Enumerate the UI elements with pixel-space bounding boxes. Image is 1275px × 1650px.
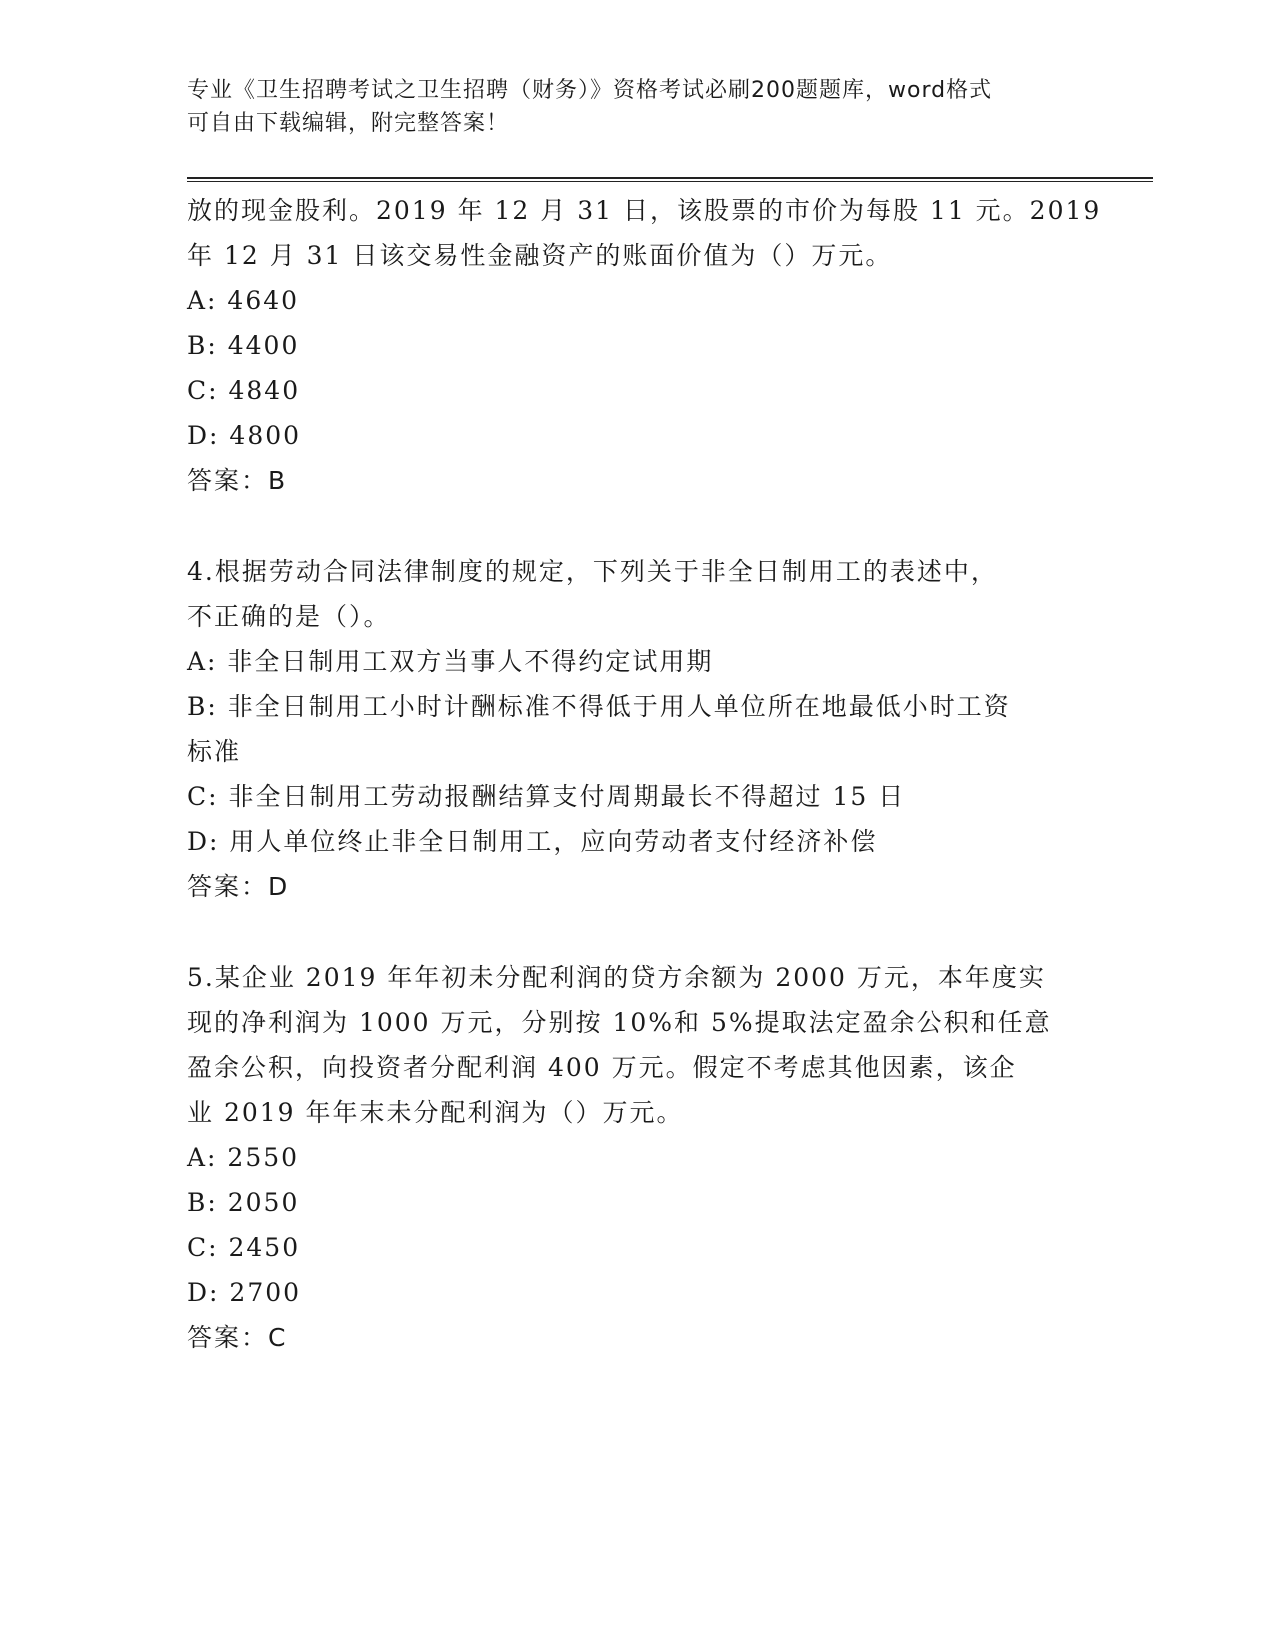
spacer bbox=[187, 909, 1087, 955]
question-5-option-d: D: 2700 bbox=[187, 1278, 302, 1307]
question-5-stem-line-2: 现的净利润为 1000 万元，分别按 10%和 5%提取法定盈余公积和任意 bbox=[187, 1008, 1052, 1037]
question-3-stem-line-2: 年 12 月 31 日该交易性金融资产的账面价值为（）万元。 bbox=[187, 241, 893, 270]
question-4-option-a: A: 非全日制用工双方当事人不得约定试用期 bbox=[187, 647, 714, 676]
header-title-line-1: 专业《卫生招聘考试之卫生招聘（财务）》资格考试必刷200题题库，word格式 bbox=[187, 78, 993, 103]
question-3 bbox=[187, 188, 1102, 503]
question-3-answer: 答案：B bbox=[187, 466, 288, 495]
document-body bbox=[187, 188, 1102, 1360]
question-3-option-c: C: 4840 bbox=[187, 376, 301, 405]
header-divider bbox=[187, 177, 1153, 182]
question-4-option-d: D: 用人单位终止非全日制用工，应向劳动者支付经济补偿 bbox=[187, 827, 878, 856]
question-5-option-c: C: 2450 bbox=[187, 1233, 301, 1262]
header-title-line-2: 可自由下载编辑，附完整答案！ bbox=[187, 111, 510, 136]
question-4-option-c: C: 非全日制用工劳动报酬结算支付周期最长不得超过 15 日 bbox=[187, 782, 906, 811]
question-3-option-a: A: 4640 bbox=[187, 286, 300, 315]
question-5 bbox=[187, 955, 1087, 1360]
question-4-option-b-line-2: 标准 bbox=[187, 737, 242, 766]
question-4-stem-line-1: 4.根据劳动合同法律制度的规定，下列关于非全日制用工的表述中， bbox=[187, 557, 998, 586]
document-header bbox=[187, 74, 1067, 140]
question-4-option-b-line-1: B: 非全日制用工小时计酬标准不得低于用人单位所在地最低小时工资 bbox=[187, 692, 1011, 721]
question-3-option-d: D: 4800 bbox=[187, 421, 302, 450]
question-3-option-b: B: 4400 bbox=[187, 331, 300, 360]
question-5-answer: 答案：C bbox=[187, 1323, 288, 1352]
question-3-stem-line-1: 放的现金股利。2019 年 12 月 31 日，该股票的市价为每股 11 元。2019 bbox=[187, 196, 1102, 225]
spacer bbox=[187, 503, 1087, 549]
question-5-option-b: B: 2050 bbox=[187, 1188, 300, 1217]
question-4-stem-line-2: 不正确的是（）。 bbox=[187, 602, 391, 631]
question-5-option-a: A: 2550 bbox=[187, 1143, 300, 1172]
question-5-stem-line-1: 5.某企业 2019 年年初未分配利润的贷方余额为 2000 万元，本年度实 bbox=[187, 963, 1046, 992]
question-5-stem-line-3: 盈余公积，向投资者分配利润 400 万元。假定不考虑其他因素，该企 bbox=[187, 1053, 1017, 1082]
question-4-answer: 答案：D bbox=[187, 872, 290, 901]
question-5-stem-line-4: 业 2019 年年末未分配利润为（）万元。 bbox=[187, 1098, 684, 1127]
question-4 bbox=[187, 549, 1087, 909]
